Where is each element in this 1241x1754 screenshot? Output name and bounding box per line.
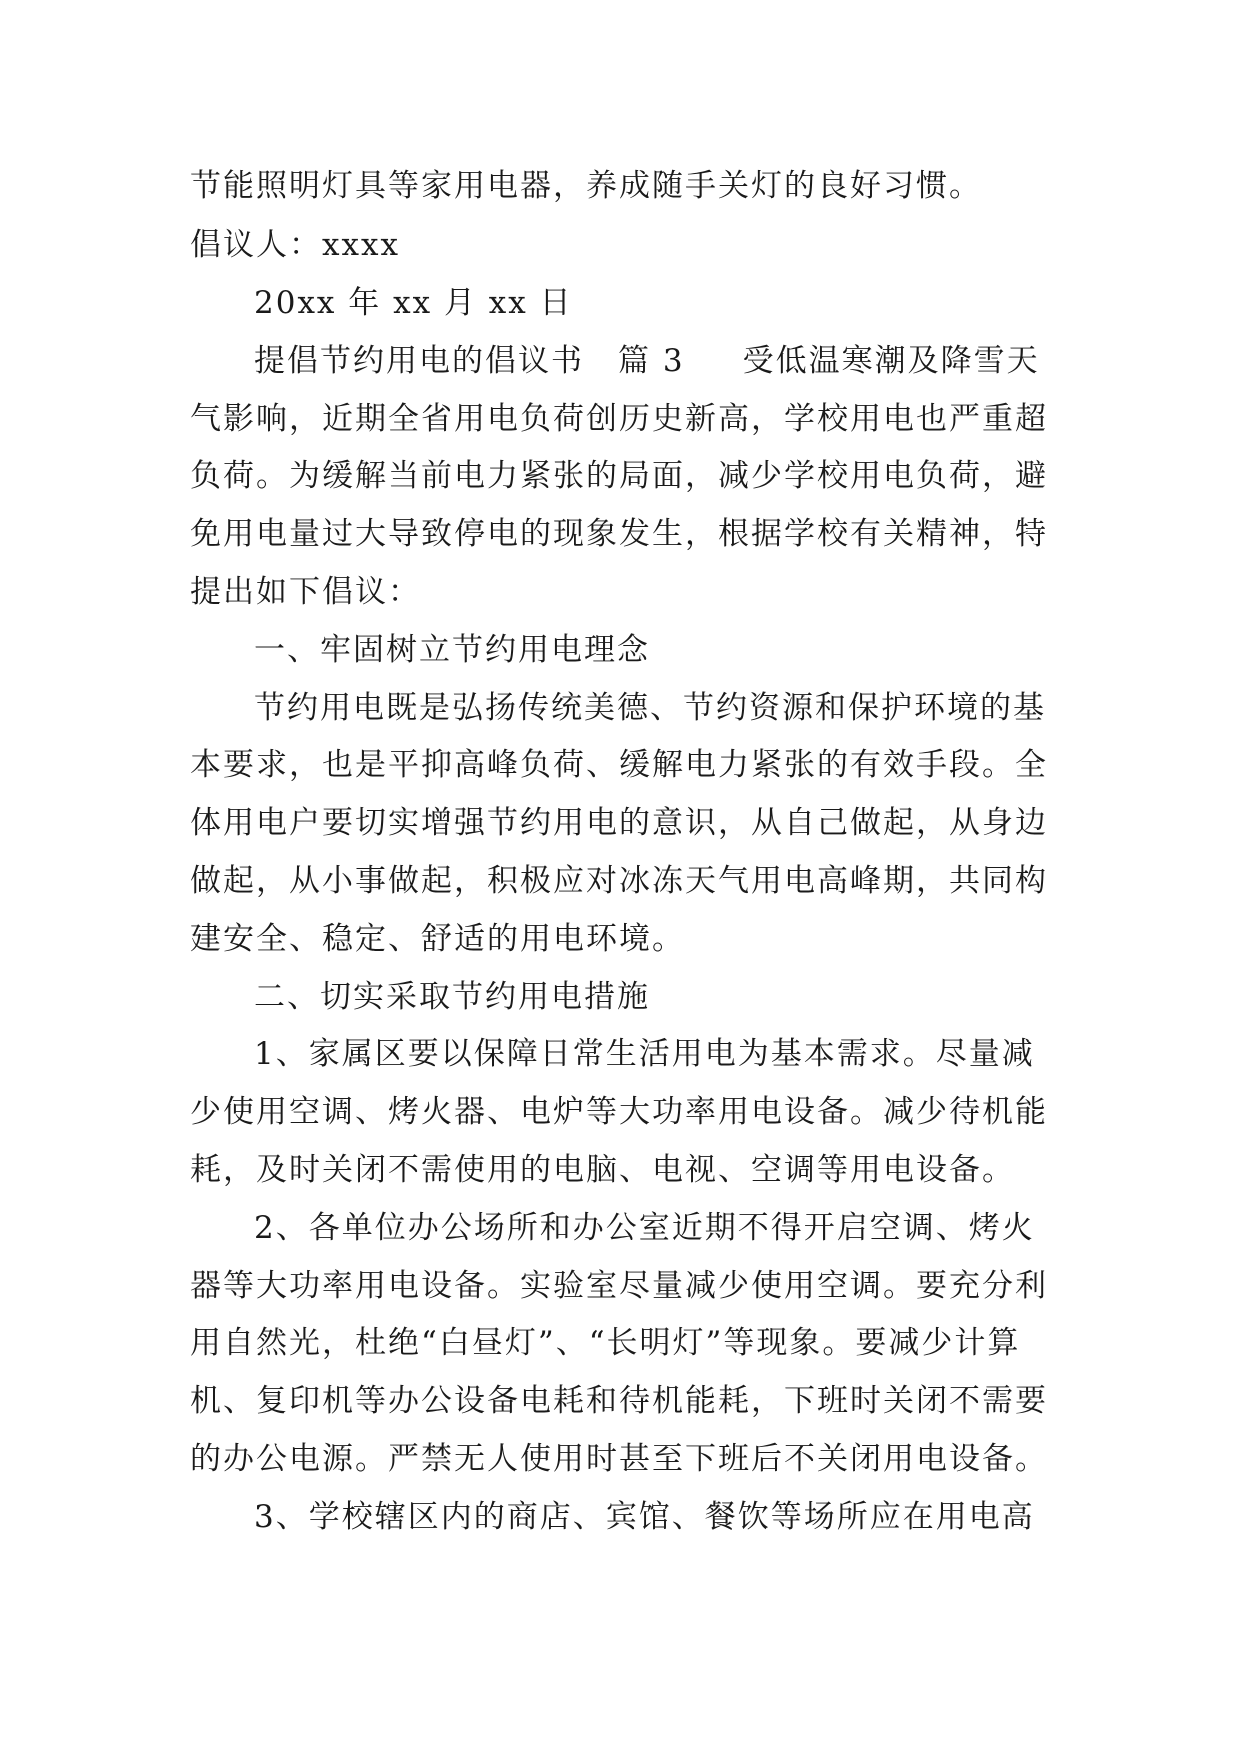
text-line: 用自然光，杜绝“白昼灯”、“长明灯”等现象。要减少计算 [190,1325,1021,1361]
paragraph-start: 受低温寒潮及降雪天 [742,343,1040,379]
text-line: 耗，及时关闭不需使用的电脑、电视、空调等用电设备。 [190,1152,1015,1188]
subheading-two: 二、切实采取节约用电措施 [254,979,650,1015]
text-line: 的办公电源。严禁无人使用时甚至下班后不关闭用电设备。 [190,1441,1048,1477]
text-line: 提出如下倡议： [190,574,421,610]
text-line: 做起，从小事做起，积极应对冰冻天气用电高峰期，共同构 [190,863,1048,899]
text-line: 少使用空调、烤火器、电炉等大功率用电设备。减少待机能 [190,1094,1048,1130]
subheading-one: 一、牢固树立节约用电理念 [254,632,650,668]
text-line: 1、家属区要以保障日常生活用电为基本需求。尽量减 [254,1036,1035,1072]
text-line: 气影响，近期全省用电负荷创历史新高，学校用电也严重超 [190,401,1048,437]
text-line: 3、学校辖区内的商店、宾馆、餐饮等场所应在用电高 [254,1499,1035,1535]
signatory-line: 倡议人：xxxx [190,227,400,263]
text-line: 器等大功率用电设备。实验室尽量减少使用空调。要充分利 [190,1268,1048,1304]
text-line: 负荷。为缓解当前电力紧张的局面，减少学校用电负荷，避 [190,458,1048,494]
text-line: 机、复印机等办公设备电耗和待机能耗，下班时关闭不需要 [190,1383,1048,1419]
text-line: 免用电量过大导致停电的现象发生，根据学校有关精神，特 [190,516,1048,552]
text-line: 2、各单位办公场所和办公室近期不得开启空调、烤火 [254,1210,1035,1246]
text-line: 建安全、稳定、舒适的用电环境。 [190,921,685,957]
document-title: 提倡节约用电的倡议书 [254,343,584,379]
text-line: 体用电户要切实增强节约用电的意识，从自己做起，从身边 [190,805,1048,841]
date-line: 20xx 年 xx 月 xx 日 [254,285,573,321]
section-heading-line [254,341,1154,381]
text-line: 节约用电既是弘扬传统美德、节约资源和保护环境的基 [254,690,1046,726]
section-number: 篇 3 [618,343,685,379]
text-line: 本要求，也是平抑高峰负荷、缓解电力紧张的有效手段。全 [190,747,1048,783]
text-line: 节能照明灯具等家用电器，养成随手关灯的良好习惯。 [190,168,982,204]
